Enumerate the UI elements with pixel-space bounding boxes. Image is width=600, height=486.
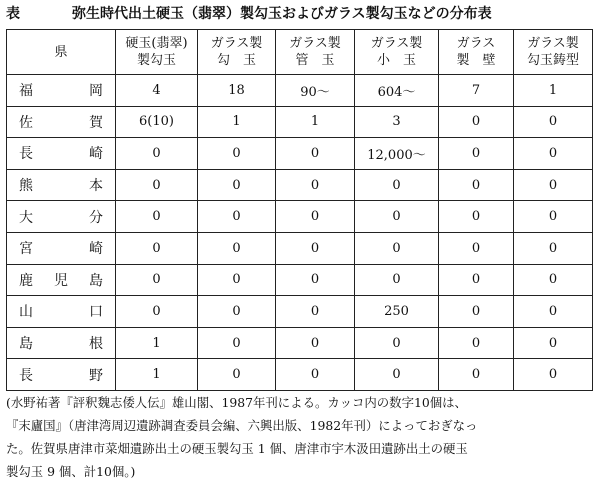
prefecture-char: 熊 (19, 178, 33, 195)
cell-value: 0 (548, 335, 558, 351)
value-cell (276, 296, 355, 328)
header-glass-magatama-mold: ガラス製 勾玉鋳型 (514, 30, 593, 75)
header-row (7, 30, 593, 75)
value-cell (116, 296, 198, 328)
value-cell (198, 296, 276, 328)
note-line: 製勾玉 9 個、計10個。) (6, 464, 136, 479)
cell-value: 0 (392, 177, 401, 193)
cell-value: 0 (152, 303, 161, 319)
prefecture-cell (7, 359, 116, 391)
prefecture-char: 島 (89, 272, 103, 289)
value-cell (439, 327, 514, 359)
value-cell (355, 264, 439, 296)
table-row (7, 359, 593, 391)
prefecture-cell (7, 138, 116, 170)
value-cell (198, 201, 276, 233)
value-cell (514, 201, 593, 233)
value-cell (355, 232, 439, 264)
prefecture-char: 長 (19, 146, 33, 163)
cell-value: 0 (232, 367, 241, 383)
value-cell (116, 201, 198, 233)
prefecture-cell (7, 296, 116, 328)
table-row (7, 232, 593, 264)
cell-value: 0 (471, 367, 481, 383)
value-cell (439, 169, 514, 201)
cell-value: 0 (471, 335, 481, 351)
cell-value: 0 (548, 240, 558, 256)
value-cell (514, 75, 593, 107)
cell-value: 0 (232, 177, 241, 193)
value-cell (355, 201, 439, 233)
cell-value: 0 (548, 209, 558, 225)
value-cell (355, 296, 439, 328)
prefecture-cell (7, 264, 116, 296)
value-cell (198, 106, 276, 138)
value-cell (355, 327, 439, 359)
value-cell (276, 359, 355, 391)
value-cell (116, 359, 198, 391)
cell-value: 0 (392, 209, 401, 225)
table-row (7, 75, 593, 107)
table-row (7, 327, 593, 359)
header-glass-tube-bead: ガラス製 管 玉 (276, 30, 355, 75)
prefecture-char: 児 (54, 272, 68, 289)
value-cell (514, 106, 593, 138)
value-cell (355, 359, 439, 391)
value-cell (276, 232, 355, 264)
value-cell (439, 138, 514, 170)
cell-value: 0 (232, 272, 241, 288)
cell-value: 7 (471, 82, 481, 98)
value-cell (439, 359, 514, 391)
prefecture-cell (7, 169, 116, 201)
cell-value: 250 (384, 303, 409, 319)
prefecture-char: 岡 (89, 83, 103, 100)
cell-value: 0 (232, 303, 241, 319)
prefecture-char: 福 (19, 83, 33, 100)
value-cell (439, 75, 514, 107)
value-cell (514, 359, 593, 391)
cell-value: 0 (471, 145, 481, 161)
cell-value: 0 (310, 240, 320, 256)
prefecture-char: 崎 (89, 241, 103, 258)
table-row (7, 201, 593, 233)
cell-value: 12,000～ (367, 147, 426, 163)
value-cell (198, 232, 276, 264)
table-caption (6, 4, 596, 24)
cell-value: 0 (548, 177, 558, 193)
cell-value: 0 (471, 114, 481, 130)
value-cell (198, 359, 276, 391)
table-row (7, 169, 593, 201)
value-cell (439, 296, 514, 328)
value-cell (355, 169, 439, 201)
value-cell (198, 75, 276, 107)
value-cell (276, 201, 355, 233)
header-jade-magatama: 硬玉(翡翠) 製勾玉 (116, 30, 198, 75)
cell-value: 1 (548, 82, 558, 98)
cell-value: 0 (471, 209, 481, 225)
value-cell (439, 106, 514, 138)
prefecture-cell (7, 232, 116, 264)
value-cell (514, 169, 593, 201)
cell-value: 0 (152, 272, 161, 288)
value-cell (439, 264, 514, 296)
prefecture-char: 大 (19, 209, 33, 226)
cell-value: 0 (310, 272, 320, 288)
prefecture-char: 崎 (89, 146, 103, 163)
prefecture-cell (7, 327, 116, 359)
distribution-table (6, 29, 593, 391)
cell-value: 604～ (377, 84, 416, 100)
cell-value: 0 (548, 114, 558, 130)
caption-label: 表 (6, 6, 20, 22)
cell-value: 0 (232, 145, 241, 161)
value-cell (116, 75, 198, 107)
cell-value: 6(10) (139, 114, 174, 130)
cell-value: 0 (471, 177, 481, 193)
value-cell (514, 232, 593, 264)
value-cell (355, 106, 439, 138)
prefecture-char: 鹿 (19, 272, 33, 289)
cell-value: 1 (152, 367, 161, 383)
prefecture-char: 佐 (19, 114, 33, 131)
value-cell (198, 327, 276, 359)
cell-value: 0 (548, 303, 558, 319)
cell-value: 0 (471, 272, 481, 288)
cell-value: 18 (228, 82, 245, 98)
table-row (7, 296, 593, 328)
value-cell (514, 296, 593, 328)
prefecture-char: 本 (89, 178, 103, 195)
prefecture-char: 山 (19, 304, 33, 321)
note-line: 『末廬国』（唐津湾周辺遺跡調査委員会編、六興出版、1982年刊）によっておぎなっ (6, 418, 478, 433)
cell-value: 0 (310, 209, 320, 225)
cell-value: 0 (232, 240, 241, 256)
prefecture-char: 賀 (89, 114, 103, 131)
value-cell (355, 138, 439, 170)
value-cell (116, 264, 198, 296)
prefecture-cell (7, 201, 116, 233)
header-glass-magatama: ガラス製 勾 玉 (198, 30, 276, 75)
cell-value: 0 (152, 177, 161, 193)
cell-value: 0 (392, 272, 401, 288)
value-cell (198, 264, 276, 296)
value-cell (276, 138, 355, 170)
header-glass-small-bead: ガラス製 小 玉 (355, 30, 439, 75)
prefecture-char: 根 (89, 336, 103, 353)
cell-value: 0 (310, 367, 320, 383)
value-cell (116, 138, 198, 170)
value-cell (439, 201, 514, 233)
note-line: た。佐賀県唐津市菜畑遺跡出土の硬玉製勾玉 1 個、唐津市宇木汲田遺跡出土の硬玉 (6, 441, 468, 456)
cell-value: 0 (232, 209, 241, 225)
value-cell (276, 327, 355, 359)
cell-value: 1 (152, 335, 161, 351)
value-cell (116, 232, 198, 264)
value-cell (276, 264, 355, 296)
cell-value: 3 (392, 114, 401, 130)
caption-text: 弥生時代出土硬玉（翡翠）製勾玉およびガラス製勾玉などの分布表 (72, 6, 492, 22)
cell-value: 0 (548, 367, 558, 383)
header-glass-bi-disc: ガラス 製 壁 (439, 30, 514, 75)
cell-value: 0 (392, 335, 401, 351)
table-row (7, 264, 593, 296)
value-cell (276, 75, 355, 107)
value-cell (514, 138, 593, 170)
cell-value: 0 (471, 303, 481, 319)
value-cell (514, 327, 593, 359)
value-cell (355, 75, 439, 107)
cell-value: 1 (232, 114, 241, 130)
prefecture-char: 長 (19, 367, 33, 384)
cell-value: 0 (152, 209, 161, 225)
cell-value: 0 (232, 335, 241, 351)
value-cell (514, 264, 593, 296)
cell-value: 90～ (300, 84, 330, 100)
header-prefecture: 県 (7, 30, 116, 75)
prefecture-char: 野 (89, 367, 103, 384)
value-cell (198, 169, 276, 201)
cell-value: 0 (310, 177, 320, 193)
table-row (7, 106, 593, 138)
cell-value: 0 (471, 240, 481, 256)
prefecture-cell (7, 75, 116, 107)
cell-value: 0 (548, 145, 558, 161)
prefecture-char: 島 (19, 336, 33, 353)
cell-value: 0 (392, 367, 401, 383)
cell-value: 1 (310, 114, 320, 130)
value-cell (198, 138, 276, 170)
source-note (6, 391, 598, 483)
value-cell (116, 327, 198, 359)
cell-value: 4 (152, 82, 161, 98)
prefecture-char: 口 (89, 304, 103, 321)
table-row (7, 138, 593, 170)
value-cell (116, 169, 198, 201)
value-cell (276, 106, 355, 138)
prefecture-cell (7, 106, 116, 138)
prefecture-char: 宮 (19, 241, 33, 258)
cell-value: 0 (152, 145, 161, 161)
cell-value: 0 (310, 303, 320, 319)
cell-value: 0 (392, 240, 401, 256)
cell-value: 0 (310, 335, 320, 351)
value-cell (439, 232, 514, 264)
value-cell (116, 106, 198, 138)
value-cell (276, 169, 355, 201)
cell-value: 0 (548, 272, 558, 288)
prefecture-char: 分 (89, 209, 103, 226)
cell-value: 0 (152, 240, 161, 256)
note-line: (水野祐著『評釈魏志倭人伝』雄山閣、1987年刊による。カッコ内の数字10個は、 (6, 395, 467, 410)
cell-value: 0 (310, 145, 320, 161)
